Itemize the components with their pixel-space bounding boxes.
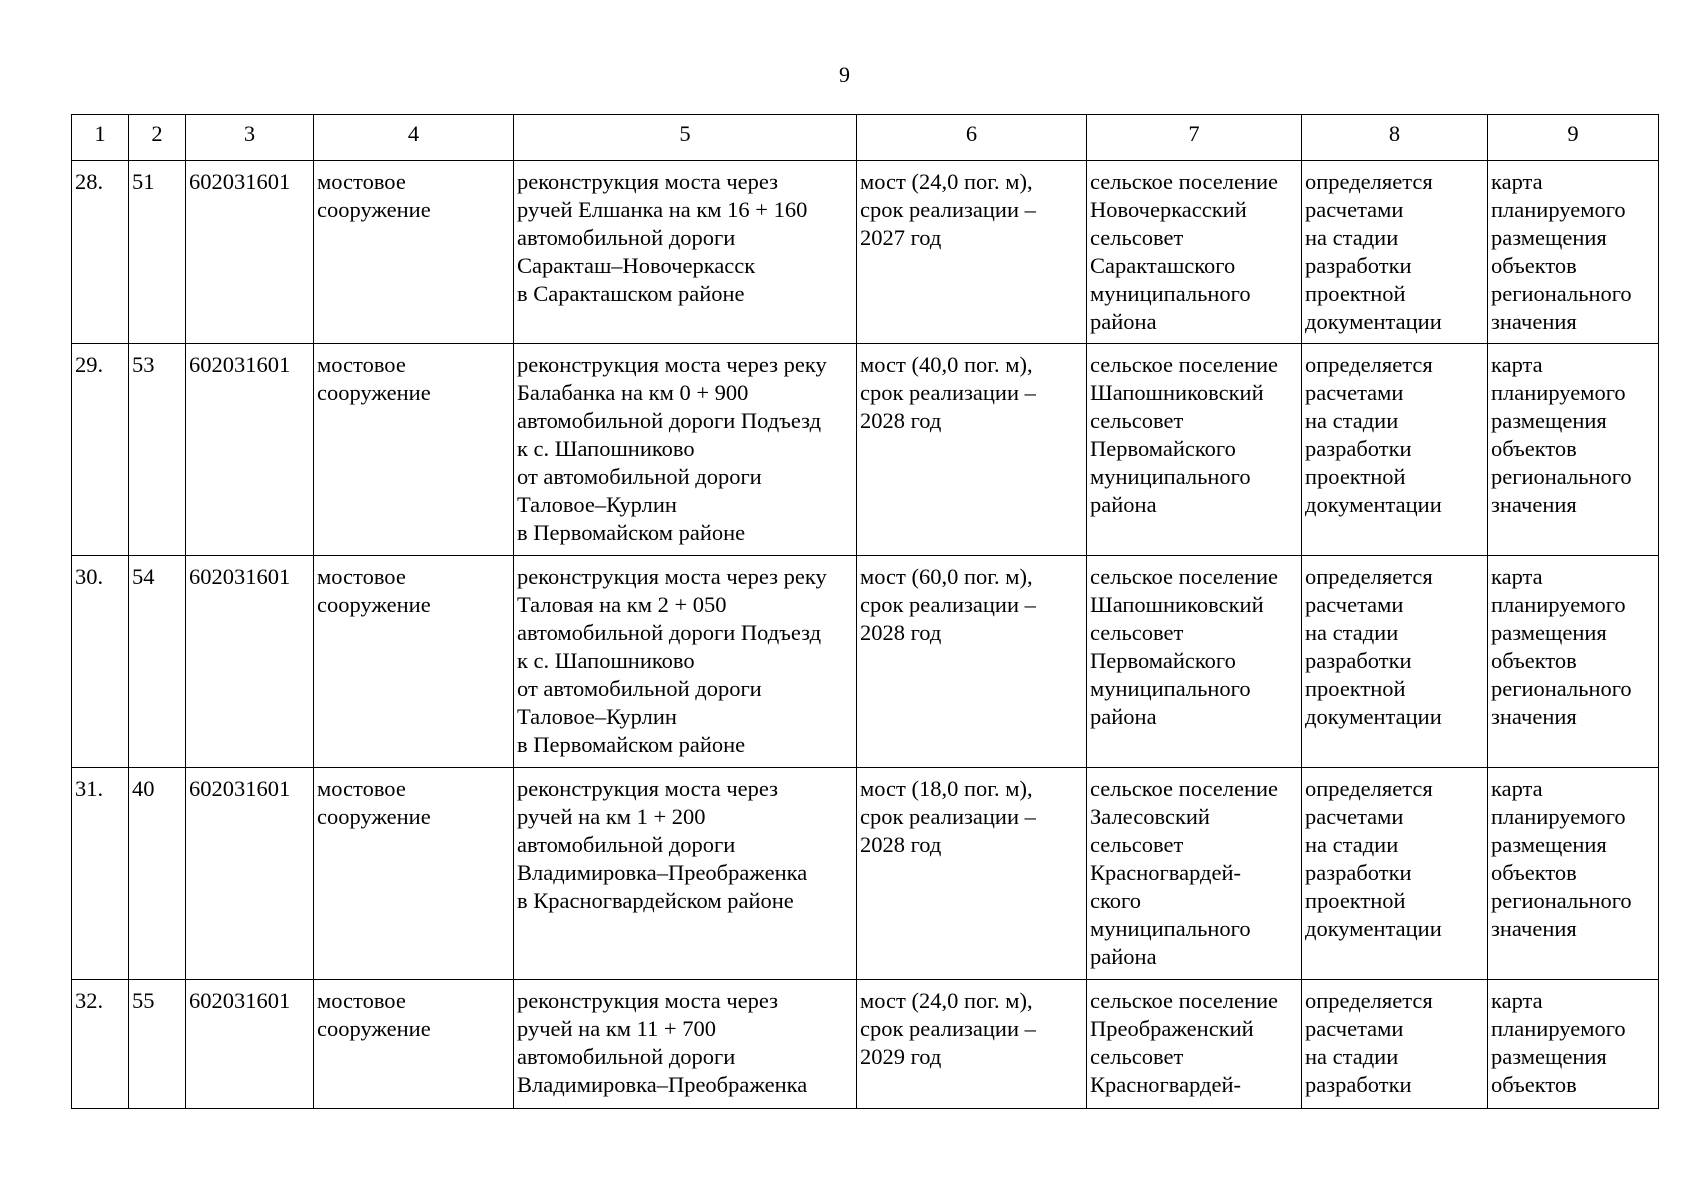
cell-location: сельское поселение Залесовский сельсовет Красногвардей- ского муниципального района: [1087, 768, 1302, 980]
cell-parameters: мост (60,0 пог. м), срок реализации – 2028 год: [857, 556, 1087, 768]
cell-id: 55: [129, 980, 186, 1109]
cell-location: сельское поселение Шапошниковский сельсовет Первомайского муниципального района: [1087, 556, 1302, 768]
cell-zone: определяется расчетами на стадии разработки проектной документации: [1302, 161, 1488, 344]
cell-number: 30.: [72, 556, 129, 768]
cell-description: реконструкция моста через ручей на км 1 + 200 автомобильной дороги Владимировка–Преображенка в Красногвардейском районе: [514, 768, 857, 980]
table-header-row: [72, 115, 1659, 161]
table-row: [72, 344, 1659, 556]
column-header-7: 7: [1087, 115, 1302, 161]
cell-type: мостовое сооружение: [314, 161, 514, 344]
column-header-9: 9: [1488, 115, 1659, 161]
cell-parameters: мост (40,0 пог. м), срок реализации – 2028 год: [857, 344, 1087, 556]
cell-description: реконструкция моста через реку Балабанка на км 0 + 900 автомобильной дороги Подъезд к с. Шапошниково от автомобильной дороги Таловое–Курлин в Первомайском районе: [514, 344, 857, 556]
cell-zone: определяется расчетами на стадии разработки проектной документации: [1302, 344, 1488, 556]
cell-number: 31.: [72, 768, 129, 980]
cell-map: карта планируемого размещения объектов: [1488, 980, 1659, 1109]
cell-type: мостовое сооружение: [314, 980, 514, 1109]
column-header-4: 4: [314, 115, 514, 161]
table-row: [72, 980, 1659, 1109]
cell-zone: определяется расчетами на стадии разработки: [1302, 980, 1488, 1109]
cell-id: 53: [129, 344, 186, 556]
cell-map: карта планируемого размещения объектов регионального значения: [1488, 768, 1659, 980]
cell-description: реконструкция моста через ручей Елшанка на км 16 + 160 автомобильной дороги Саракташ–Новочеркасск в Саракташском районе: [514, 161, 857, 344]
column-header-2: 2: [129, 115, 186, 161]
cell-code: 602031601: [186, 556, 314, 768]
cell-location: сельское поселение Новочеркасский сельсовет Саракташского муниципального района: [1087, 161, 1302, 344]
cell-location: сельское поселение Преображенский сельсовет Красногвардей-: [1087, 980, 1302, 1109]
cell-number: 29.: [72, 344, 129, 556]
cell-id: 40: [129, 768, 186, 980]
cell-map: карта планируемого размещения объектов регионального значения: [1488, 161, 1659, 344]
cell-code: 602031601: [186, 344, 314, 556]
table-row: [72, 161, 1659, 344]
cell-location: сельское поселение Шапошниковский сельсовет Первомайского муниципального района: [1087, 344, 1302, 556]
cell-description: реконструкция моста через ручей на км 11 + 700 автомобильной дороги Владимировка–Преображенка: [514, 980, 857, 1109]
cell-code: 602031601: [186, 768, 314, 980]
cell-zone: определяется расчетами на стадии разработки проектной документации: [1302, 556, 1488, 768]
cell-type: мостовое сооружение: [314, 768, 514, 980]
cell-map: карта планируемого размещения объектов регионального значения: [1488, 556, 1659, 768]
cell-number: 28.: [72, 161, 129, 344]
cell-number: 32.: [72, 980, 129, 1109]
column-header-3: 3: [186, 115, 314, 161]
cell-type: мостовое сооружение: [314, 344, 514, 556]
cell-type: мостовое сооружение: [314, 556, 514, 768]
column-header-1: 1: [72, 115, 129, 161]
cell-id: 54: [129, 556, 186, 768]
cell-id: 51: [129, 161, 186, 344]
cell-parameters: мост (24,0 пог. м), срок реализации – 2027 год: [857, 161, 1087, 344]
cell-parameters: мост (24,0 пог. м), срок реализации – 2029 год: [857, 980, 1087, 1109]
cell-code: 602031601: [186, 980, 314, 1109]
cell-parameters: мост (18,0 пог. м), срок реализации – 2028 год: [857, 768, 1087, 980]
objects-table: [71, 114, 1659, 1109]
page-number: 9: [839, 62, 850, 87]
column-header-6: 6: [857, 115, 1087, 161]
table-row: [72, 768, 1659, 980]
column-header-5: 5: [514, 115, 857, 161]
cell-code: 602031601: [186, 161, 314, 344]
cell-map: карта планируемого размещения объектов регионального значения: [1488, 344, 1659, 556]
cell-zone: определяется расчетами на стадии разработки проектной документации: [1302, 768, 1488, 980]
cell-description: реконструкция моста через реку Таловая на км 2 + 050 автомобильной дороги Подъезд к с. Шапошниково от автомобильной дороги Таловое–Курлин в Первомайском районе: [514, 556, 857, 768]
column-header-8: 8: [1302, 115, 1488, 161]
table-row: [72, 556, 1659, 768]
